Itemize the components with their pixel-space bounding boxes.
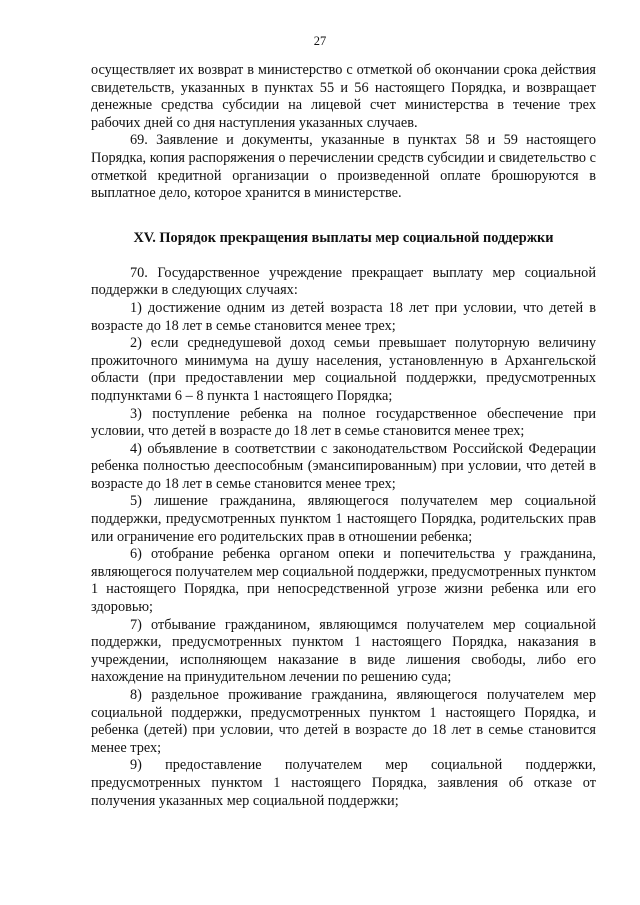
paragraph-68-continuation: осуществляет их возврат в министерство с отметкой об окончании срока действия свидетельств, указанных в пунктах 55 и 56 настоящего Порядка, и возвращает денежные средства субсидии на лицевой счет министерства в течение трех рабочих дней со дня наступления указанных случаев. — [91, 62, 596, 131]
list-item-1: 1) достижение одним из детей возраста 18 лет при условии, что детей в возрасте до 18 лет в семье становится менее трех; — [91, 299, 596, 334]
list-item-4: 4) объявление в соответствии с законодательством Российской Федерации ребенка полностью дееспособным (эмансипированным) при условии, что детей в возрасте до 18 лет в семье становится менее трех; — [91, 440, 596, 492]
list-item-9: 9) предоставление получателем мер социальной поддержки, предусмотренных пунктом 1 настоящего Порядка, заявления об отказе от получения указанных мер социальной поддержки; — [91, 757, 596, 809]
list-item-7: 7) отбывание гражданином, являющимся получателем мер социальной поддержки, предусмотренных пунктом 1 настоящего Порядка, наказания в учреждении, исполняющем наказание в виде лишения свободы, либо его нахождение на принудительном лечении по решению суда; — [91, 616, 596, 686]
paragraph-69: 69. Заявление и документы, указанные в пунктах 58 и 59 настоящего Порядка, копия распоряжения о перечислении средств субсидии и свидетельство с отметкой кредитной организации о произведенной оплате брошюруются в выплатное дело, которое хранится в министерстве. — [91, 132, 596, 202]
list-item-6: 6) отобрание ребенка органом опеки и попечительства у гражданина, являющегося получателем мер социальной поддержки, предусмотренных пунктом 1 настоящего Порядка, при непосредственной угрозе жизни ребенка или его здоровью; — [91, 546, 596, 616]
list-item-2: 2) если среднедушевой доход семьи превышает полуторную величину прожиточного минимума на душу населения, установленную в Архангельской области (при предоставлении мер социальной поддержки, предусмотренных подпунктами 6 – 8 пункта 1 настоящего Порядка; — [91, 335, 596, 404]
page-number: 27 — [313, 34, 327, 48]
section-heading: XV. Порядок прекращения выплаты мер социальной поддержки — [133, 229, 554, 246]
list-item-3: 3) поступление ребенка на полное государственное обеспечение при условии, что детей в возрасте до 18 лет в семье становится менее трех; — [91, 405, 596, 440]
paragraph-70: 70. Государственное учреждение прекращает выплату мер социальной поддержки в следующих случаях: — [91, 264, 596, 299]
document-body — [91, 62, 596, 810]
list-item-5: 5) лишение гражданина, являющегося получателем мер социальной поддержки, предусмотренных пунктом 1 настоящего Порядка, родительских прав или ограничение его родительских прав в отношении ребенка; — [91, 493, 596, 545]
list-item-8: 8) раздельное проживание гражданина, являющегося получателем мер социальной поддержки, предусмотренных пунктом 1 настоящего Порядка, и ребенка (детей) при условии, что детей в возрасте до 18 лет в семье становится менее трех; — [91, 687, 596, 756]
